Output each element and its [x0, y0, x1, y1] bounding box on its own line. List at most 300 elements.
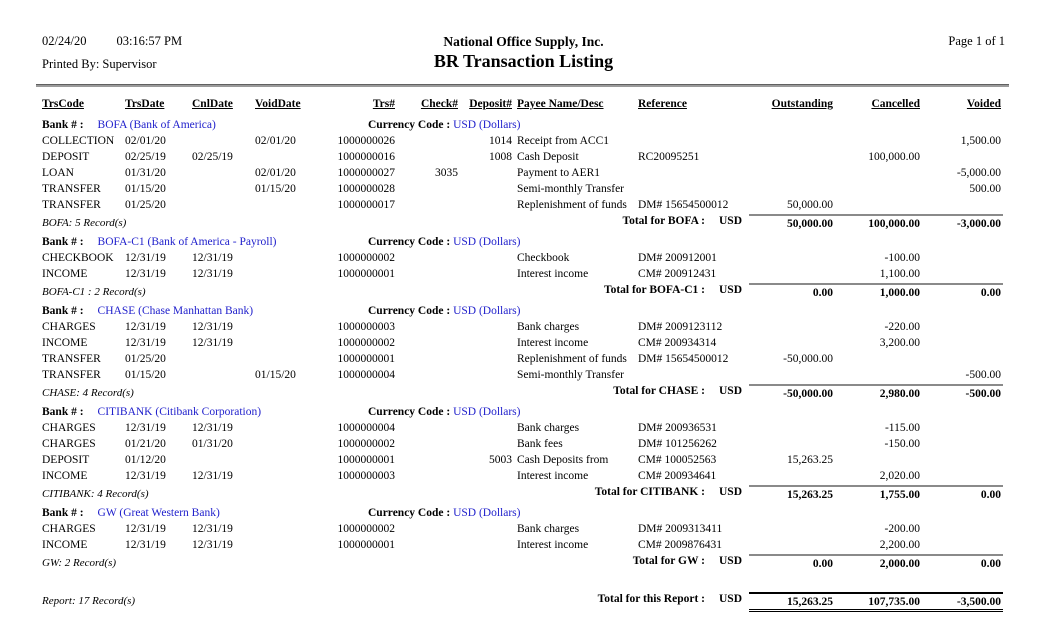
section-total-currency: USD: [719, 555, 743, 567]
cell-trsdate: 12/31/19: [125, 422, 166, 434]
cell-check-no: [395, 320, 458, 336]
cell-payee: Cash Deposits from: [517, 454, 609, 466]
currency-code: [368, 506, 520, 521]
cell-outstanding: 15,263.25: [787, 454, 833, 466]
cell-voided: [925, 150, 1003, 166]
transaction-row: [42, 421, 1003, 437]
cell-cancelled: -200.00: [884, 523, 920, 535]
currency-code: [368, 118, 520, 133]
section-total-cancelled: 100,000.00: [838, 214, 925, 230]
currency-code-label: Currency Code :: [368, 119, 454, 131]
cell-trs-no: 1000000001: [337, 454, 395, 466]
section-total-label: Total for CITIBANK :: [594, 486, 705, 498]
section-total-outstanding: -50,000.00: [749, 384, 838, 400]
cell-payee: Bank charges: [517, 523, 580, 535]
cell-reference: CM# 2009876431: [638, 539, 723, 551]
cell-reference: DM# 15654500012: [638, 353, 729, 365]
cell-check-no: [395, 336, 458, 352]
cell-check-no: [395, 251, 458, 267]
cell-reference: RC20095251: [638, 151, 700, 163]
cell-deposit-no: [458, 336, 517, 352]
cell-trscode: TRANSFER: [42, 353, 101, 365]
cell-voiddate: 01/15/20: [255, 183, 296, 195]
bank-number-label: Bank # :: [42, 507, 84, 519]
currency-code-value[interactable]: USD (Dollars): [453, 305, 521, 317]
company-name: National Office Supply, Inc.: [443, 34, 604, 49]
cell-outstanding: [749, 267, 838, 283]
report-total-voided: -3,500.00: [925, 592, 1003, 612]
cell-deposit-no: [458, 469, 517, 485]
cell-voiddate: [255, 267, 337, 283]
cell-reference: DM# 200912001: [638, 252, 717, 264]
cell-payee: Interest income: [517, 539, 589, 551]
cell-check-no: [395, 437, 458, 453]
cell-cnldate: 12/31/19: [192, 337, 233, 349]
col-header-trs-no: Trs#: [372, 98, 395, 110]
cell-cnldate: 12/31/19: [192, 268, 233, 280]
cell-cnldate: [192, 352, 255, 368]
transaction-row: [42, 453, 1003, 469]
cell-trsdate: 02/25/19: [125, 151, 166, 163]
cell-reference: [638, 166, 749, 182]
transaction-row: [42, 522, 1003, 538]
cell-cnldate: 12/31/19: [192, 422, 233, 434]
cell-outstanding: [749, 134, 838, 150]
cell-trs-no: 1000000026: [337, 135, 395, 147]
cell-check-no: [395, 522, 458, 538]
cell-voiddate: [255, 538, 337, 554]
section-total-label: Total for BOFA :: [622, 215, 705, 227]
bank-header-row: [42, 405, 1003, 421]
cell-payee: Checkbook: [517, 252, 570, 264]
cell-deposit-no: [458, 182, 517, 198]
bank-code-link[interactable]: CITIBANK (Citibank Corporation): [97, 406, 262, 418]
cell-cnldate: 02/25/19: [192, 151, 233, 163]
cell-trs-no: 1000000003: [337, 321, 395, 333]
cell-cnldate: 12/31/19: [192, 539, 233, 551]
report-title: BR Transaction Listing: [433, 51, 614, 71]
cell-check-no: [395, 267, 458, 283]
cell-trsdate: 01/12/20: [125, 454, 166, 466]
section-record-count: BOFA-C1 : 2 Record(s): [42, 286, 146, 298]
cell-voiddate: [255, 421, 337, 437]
currency-code-value[interactable]: USD (Dollars): [453, 119, 521, 131]
cell-cancelled: [838, 134, 925, 150]
cell-reference: [638, 368, 749, 384]
bank-section-4: [42, 506, 1003, 570]
report-total-label: Total for this Report :: [597, 593, 705, 605]
cell-check-no: 3035: [435, 167, 458, 179]
cell-voided: [925, 352, 1003, 368]
cell-payee: Replenishment of funds: [517, 199, 627, 211]
col-header-cnldate: CnlDate: [192, 98, 233, 110]
cell-trs-no: 1000000002: [337, 252, 395, 264]
cell-cnldate: [192, 368, 255, 384]
cell-voided: [925, 538, 1003, 554]
cell-payee: Interest income: [517, 268, 589, 280]
cell-check-no: [395, 134, 458, 150]
section-total-outstanding: 15,263.25: [749, 485, 838, 501]
section-total-label: Total for GW :: [632, 555, 705, 567]
section-total-label: Total for CHASE :: [613, 385, 705, 397]
col-header-payee: Payee Name/Desc: [517, 98, 604, 110]
report-record-count: Report: 17 Record(s): [42, 595, 136, 607]
section-record-count: CHASE: 4 Record(s): [42, 387, 134, 399]
transaction-row: [42, 538, 1003, 554]
transaction-row: [42, 320, 1003, 336]
report-total-currency: USD: [719, 593, 743, 605]
cell-deposit-no: 1008: [489, 151, 512, 163]
report-total-outstanding: 15,263.25: [749, 592, 838, 612]
cell-voided: [925, 251, 1003, 267]
cell-trscode: CHARGES: [42, 438, 96, 450]
transaction-row: [42, 166, 1003, 182]
cell-payee: Bank fees: [517, 438, 563, 450]
bank-section-2: [42, 304, 1003, 400]
bank-code-link[interactable]: GW (Great Western Bank): [97, 507, 220, 519]
section-total-currency: USD: [719, 385, 743, 397]
col-header-reference: Reference: [638, 98, 687, 110]
section-total-cancelled: 2,980.00: [838, 384, 925, 400]
bank-section-0: [42, 118, 1003, 230]
cell-outstanding: [749, 469, 838, 485]
cell-deposit-no: [458, 320, 517, 336]
print-dateline: [42, 34, 332, 49]
cell-trscode: TRANSFER: [42, 183, 101, 195]
cell-trs-no: 1000000027: [337, 167, 395, 179]
cell-trscode: INCOME: [42, 268, 88, 280]
cell-deposit-no: [458, 538, 517, 554]
cell-outstanding: [749, 368, 838, 384]
cell-cancelled: [838, 352, 925, 368]
currency-code-value[interactable]: USD (Dollars): [453, 507, 521, 519]
cell-voided: [925, 421, 1003, 437]
col-header-deposit-no: Deposit#: [469, 98, 512, 110]
cell-trs-no: 1000000004: [337, 422, 395, 434]
cell-voiddate: [255, 251, 337, 267]
bank-code-link[interactable]: BOFA-C1 (Bank of America - Payroll): [97, 236, 277, 248]
header-left: [42, 34, 332, 72]
cell-outstanding: [749, 421, 838, 437]
cell-trsdate: 02/01/20: [125, 135, 166, 147]
cell-deposit-no: [458, 267, 517, 283]
cell-payee: Receipt from ACC1: [517, 135, 609, 147]
cell-trsdate: 12/31/19: [125, 539, 166, 551]
col-header-check-no: Check#: [420, 98, 458, 110]
transaction-row: [42, 368, 1003, 384]
cell-trscode: INCOME: [42, 539, 88, 551]
section-total-currency: USD: [719, 284, 743, 296]
bank-header-row: [42, 118, 1003, 134]
col-header-voiddate: VoidDate: [255, 98, 301, 110]
printed-by: Printed By: Supervisor: [42, 57, 157, 71]
cell-trsdate: 01/25/20: [125, 199, 166, 211]
cell-voiddate: [255, 336, 337, 352]
bank-number-label: Bank # :: [42, 119, 84, 131]
cell-outstanding: [749, 166, 838, 182]
cell-trsdate: 01/21/20: [125, 438, 166, 450]
cell-voided: [925, 320, 1003, 336]
section-total-row: [42, 384, 1003, 400]
bank-header-row: [42, 506, 1003, 522]
cell-trsdate: 12/31/19: [125, 523, 166, 535]
cell-check-no: [395, 538, 458, 554]
cell-trsdate: 12/31/19: [125, 470, 166, 482]
cell-trscode: TRANSFER: [42, 199, 101, 211]
cell-payee: Semi-monthly Transfer: [517, 369, 625, 381]
cell-deposit-no: 1014: [489, 135, 512, 147]
cell-cancelled: -220.00: [884, 321, 920, 333]
bank-number-label: Bank # :: [42, 236, 84, 248]
cell-payee: Payment to AER1: [517, 167, 601, 179]
cell-trscode: TRANSFER: [42, 369, 101, 381]
cell-reference: [638, 182, 749, 198]
transaction-row: [42, 150, 1003, 166]
cell-voiddate: [255, 453, 337, 469]
cell-check-no: [395, 198, 458, 214]
report-total-row: [42, 592, 1003, 614]
transaction-row: [42, 267, 1003, 283]
page-number: Page 1 of 1: [948, 34, 1005, 48]
currency-code-value[interactable]: USD (Dollars): [453, 236, 521, 248]
cell-check-no: [395, 150, 458, 166]
cell-voided: 1,500.00: [960, 135, 1001, 147]
col-header-trscode: TrsCode: [42, 98, 84, 110]
col-header-cancelled: Cancelled: [871, 98, 920, 110]
cell-trscode: CHARGES: [42, 523, 96, 535]
currency-code-value[interactable]: USD (Dollars): [453, 406, 521, 418]
cell-voided: 500.00: [969, 183, 1001, 195]
cell-cnldate: 12/31/19: [192, 523, 233, 535]
col-header-trsdate: TrsDate: [125, 98, 165, 110]
cell-voided: [925, 336, 1003, 352]
cell-check-no: [395, 182, 458, 198]
cell-voiddate: [255, 150, 337, 166]
cell-voiddate: 01/15/20: [255, 369, 296, 381]
cell-cancelled: 3,200.00: [879, 337, 920, 349]
report-total-cancelled: 107,735.00: [838, 592, 925, 612]
cell-deposit-no: [458, 522, 517, 538]
cell-trs-no: 1000000001: [337, 353, 395, 365]
cell-voided: -500.00: [965, 369, 1001, 381]
bank-code-link[interactable]: CHASE (Chase Manhattan Bank): [97, 305, 254, 317]
cell-payee: Bank charges: [517, 422, 580, 434]
cell-trsdate: 12/31/19: [125, 252, 166, 264]
cell-payee: Bank charges: [517, 321, 580, 333]
cell-cnldate: [192, 166, 255, 182]
cell-deposit-no: [458, 421, 517, 437]
cell-trscode: CHECKBOOK: [42, 252, 114, 264]
cell-outstanding: [749, 320, 838, 336]
cell-trs-no: 1000000001: [337, 268, 395, 280]
cell-reference: DM# 2009123112: [638, 321, 723, 333]
cell-trscode: DEPOSIT: [42, 454, 90, 466]
cell-cancelled: [838, 453, 925, 469]
cell-trs-no: 1000000003: [337, 470, 395, 482]
cell-trs-no: 1000000016: [337, 151, 395, 163]
section-record-count: GW: 2 Record(s): [42, 557, 117, 569]
section-total-outstanding: 0.00: [749, 554, 838, 570]
cell-trscode: LOAN: [42, 167, 74, 179]
section-total-cancelled: 2,000.00: [838, 554, 925, 570]
cell-cancelled: 2,020.00: [879, 470, 920, 482]
cell-deposit-no: [458, 166, 517, 182]
cell-voided: [925, 437, 1003, 453]
cell-cancelled: [838, 198, 925, 214]
cell-voided: -5,000.00: [956, 167, 1001, 179]
cell-reference: DM# 101256262: [638, 438, 717, 450]
bank-section-1: [42, 235, 1003, 299]
cell-check-no: [395, 453, 458, 469]
cell-cancelled: [838, 182, 925, 198]
cell-voiddate: [255, 198, 337, 214]
cell-deposit-no: 5003: [489, 454, 512, 466]
cell-voided: [925, 469, 1003, 485]
transaction-row: [42, 182, 1003, 198]
cell-trs-no: 1000000017: [337, 199, 395, 211]
cell-payee: Replenishment of funds: [517, 353, 627, 365]
cell-cancelled: 2,200.00: [879, 539, 920, 551]
cell-reference: CM# 200934641: [638, 470, 717, 482]
section-total-cancelled: 1,755.00: [838, 485, 925, 501]
cell-voided: [925, 198, 1003, 214]
cell-deposit-no: [458, 198, 517, 214]
bank-section-3: [42, 405, 1003, 501]
cell-payee: Interest income: [517, 470, 589, 482]
cell-trs-no: 1000000002: [337, 337, 395, 349]
cell-outstanding: 50,000.00: [787, 199, 833, 211]
bank-number-label: Bank # :: [42, 305, 84, 317]
cell-cnldate: 12/31/19: [192, 252, 233, 264]
bank-header-row: [42, 235, 1003, 251]
cell-reference: CM# 200934314: [638, 337, 717, 349]
cell-trscode: CHARGES: [42, 422, 96, 434]
cell-payee: Interest income: [517, 337, 589, 349]
col-header-outstanding: Outstanding: [771, 98, 833, 110]
print-time: 03:16:57 PM: [116, 34, 183, 48]
currency-code-label: Currency Code :: [368, 305, 454, 317]
cell-cancelled: [838, 166, 925, 182]
cell-outstanding: [749, 437, 838, 453]
section-total-row: [42, 214, 1003, 230]
cell-trs-no: 1000000028: [337, 183, 395, 195]
currency-code-label: Currency Code :: [368, 406, 454, 418]
cell-voided: [925, 453, 1003, 469]
cell-trscode: CHARGES: [42, 321, 96, 333]
cell-cnldate: [192, 182, 255, 198]
section-total-currency: USD: [719, 215, 743, 227]
cell-reference: CM# 200912431: [638, 268, 717, 280]
section-total-label: Total for BOFA-C1 :: [603, 284, 705, 296]
cell-trs-no: 1000000001: [337, 539, 395, 551]
cell-cnldate: [192, 134, 255, 150]
cell-trs-no: 1000000002: [337, 438, 395, 450]
col-header-voided: Voided: [966, 98, 1001, 110]
currency-code: [368, 235, 520, 250]
transaction-row: [42, 352, 1003, 368]
cell-cnldate: 01/31/20: [192, 438, 233, 450]
cell-cancelled: -150.00: [884, 438, 920, 450]
cell-check-no: [395, 352, 458, 368]
section-total-voided: 0.00: [925, 554, 1003, 570]
cell-trsdate: 12/31/19: [125, 321, 166, 333]
cell-cnldate: [192, 198, 255, 214]
cell-voided: [925, 267, 1003, 283]
transaction-row: [42, 134, 1003, 150]
bank-header-row: [42, 304, 1003, 320]
cell-cnldate: 12/31/19: [192, 321, 233, 333]
cell-outstanding: [749, 182, 838, 198]
transaction-row: [42, 198, 1003, 214]
cell-outstanding: [749, 150, 838, 166]
section-total-row: [42, 283, 1003, 299]
cell-trscode: DEPOSIT: [42, 151, 90, 163]
cell-voided: [925, 522, 1003, 538]
cell-trsdate: 12/31/19: [125, 337, 166, 349]
cell-trs-no: 1000000002: [337, 523, 395, 535]
transaction-row: [42, 437, 1003, 453]
section-record-count: BOFA: 5 Record(s): [42, 217, 127, 229]
currency-code: [368, 304, 520, 319]
cell-deposit-no: [458, 251, 517, 267]
cell-trsdate: 01/25/20: [125, 353, 166, 365]
report-header: [0, 0, 1045, 72]
cell-check-no: [395, 421, 458, 437]
cell-trs-no: 1000000004: [337, 369, 395, 381]
cell-cancelled: -100.00: [884, 252, 920, 264]
report-table: [42, 97, 1003, 614]
section-total-voided: -500.00: [925, 384, 1003, 400]
cell-trsdate: 12/31/19: [125, 268, 166, 280]
section-total-outstanding: 50,000.00: [749, 214, 838, 230]
currency-code-label: Currency Code :: [368, 507, 454, 519]
cell-cancelled: [838, 368, 925, 384]
cell-trsdate: 01/31/20: [125, 167, 166, 179]
bank-code-link[interactable]: BOFA (Bank of America): [97, 119, 216, 131]
section-total-voided: 0.00: [925, 283, 1003, 299]
cell-voiddate: [255, 469, 337, 485]
section-total-row: [42, 554, 1003, 570]
cell-trsdate: 01/15/20: [125, 183, 166, 195]
cell-reference: DM# 15654500012: [638, 199, 729, 211]
section-total-currency: USD: [719, 486, 743, 498]
cell-voiddate: [255, 522, 337, 538]
cell-deposit-no: [458, 437, 517, 453]
cell-check-no: [395, 469, 458, 485]
cell-trscode: COLLECTION: [42, 135, 115, 147]
section-record-count: CITIBANK: 4 Record(s): [42, 488, 149, 500]
cell-outstanding: [749, 522, 838, 538]
cell-outstanding: [749, 251, 838, 267]
section-total-voided: 0.00: [925, 485, 1003, 501]
currency-code: [368, 405, 520, 420]
cell-cnldate: [192, 453, 255, 469]
transaction-row: [42, 469, 1003, 485]
cell-trscode: INCOME: [42, 337, 88, 349]
cell-trscode: INCOME: [42, 470, 88, 482]
cell-reference: DM# 200936531: [638, 422, 717, 434]
section-total-outstanding: 0.00: [749, 283, 838, 299]
cell-outstanding: [749, 336, 838, 352]
cell-reference: [638, 134, 749, 150]
cell-cancelled: 1,100.00: [879, 268, 920, 280]
cell-voiddate: 02/01/20: [255, 167, 296, 179]
cell-cancelled: 100,000.00: [868, 151, 920, 163]
transaction-row: [42, 336, 1003, 352]
section-total-voided: -3,000.00: [925, 214, 1003, 230]
cell-reference: DM# 2009313411: [638, 523, 723, 535]
cell-cancelled: -115.00: [884, 422, 920, 434]
